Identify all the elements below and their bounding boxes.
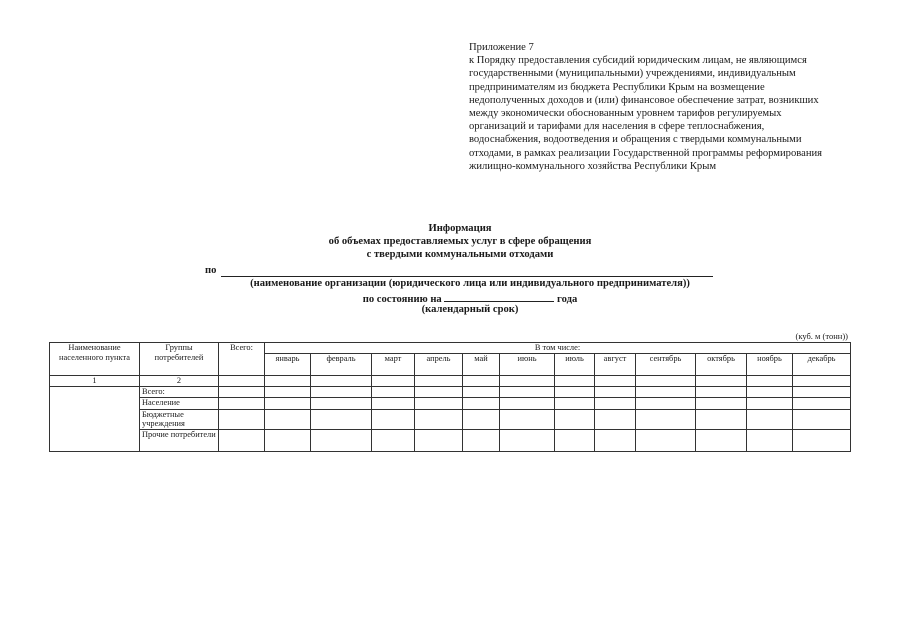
date-row [150, 291, 790, 305]
annex-line: жилищно-коммунального хозяйства Республики Крым [469, 160, 717, 172]
empty-cell [636, 397, 696, 409]
empty-cell [555, 429, 595, 451]
date-suffix: года [557, 294, 578, 305]
group-cell: Всего: [140, 387, 219, 398]
unit-label: (куб. м (тонн)) [795, 331, 848, 341]
empty-cell [265, 429, 311, 451]
empty-cell [636, 387, 696, 398]
month-header: сентябрь [636, 354, 696, 376]
empty-cell [219, 397, 265, 409]
empty-cell [747, 376, 793, 387]
empty-cell [311, 376, 372, 387]
empty-cell [747, 409, 793, 429]
po-label: по [205, 265, 217, 276]
empty-cell [555, 387, 595, 398]
empty-cell [555, 409, 595, 429]
empty-cell [793, 376, 851, 387]
month-header: июнь [500, 354, 555, 376]
volumes-table [49, 342, 851, 452]
empty-cell [595, 376, 636, 387]
empty-cell [372, 429, 415, 451]
table-row [50, 387, 851, 398]
empty-cell [696, 429, 747, 451]
empty-cell [463, 387, 500, 398]
annex-line: водоснабжения, водоотведения и обращения с твердыми коммунальными [469, 134, 802, 146]
calendar-caption: (календарный срок) [421, 304, 519, 315]
annex-line: предпринимателям из бюджета Республики Крым на возмещение [469, 81, 765, 93]
empty-cell [595, 429, 636, 451]
column-number: 2 [140, 376, 219, 387]
empty-cell [555, 397, 595, 409]
empty-cell [793, 387, 851, 398]
annex-line: недополученных доходов и (или) финансовое обеспечение затрат, возникших [469, 94, 819, 106]
month-header: май [463, 354, 500, 376]
empty-cell [463, 429, 500, 451]
empty-cell [555, 376, 595, 387]
document-title [150, 222, 770, 261]
header-settlement: Наименование населенного пункта [50, 343, 140, 376]
empty-cell [500, 429, 555, 451]
empty-cell [311, 387, 372, 398]
empty-cell [747, 429, 793, 451]
empty-cell [500, 376, 555, 387]
table-row [50, 397, 851, 409]
empty-cell [415, 387, 463, 398]
empty-cell [265, 387, 311, 398]
empty-cell [463, 409, 500, 429]
column-number: 1 [50, 376, 140, 387]
empty-cell [696, 387, 747, 398]
header-row [50, 343, 851, 354]
empty-cell [219, 429, 265, 451]
group-cell: Бюджетные учреждения [140, 409, 219, 429]
empty-cell [636, 376, 696, 387]
month-header: март [372, 354, 415, 376]
empty-cell [500, 409, 555, 429]
month-header: апрель [415, 354, 463, 376]
table-row [50, 429, 851, 451]
date-prefix: по состоянию на [362, 294, 442, 305]
date-blank-line [444, 291, 554, 302]
empty-cell [747, 397, 793, 409]
empty-cell [219, 376, 265, 387]
month-header: октябрь [696, 354, 747, 376]
empty-cell [636, 409, 696, 429]
empty-cell [311, 429, 372, 451]
empty-cell [415, 409, 463, 429]
empty-cell [463, 397, 500, 409]
empty-cell [595, 397, 636, 409]
month-header: декабрь [793, 354, 851, 376]
empty-cell [595, 409, 636, 429]
title-line-3: с твердыми коммунальными отходами [366, 249, 554, 260]
annex-line: государственными (муниципальными) учреждениями, индивидуальным [469, 68, 796, 80]
empty-cell [500, 397, 555, 409]
annex-line: к Порядку предоставления субсидий юридическим лицам, не являющимся [469, 55, 807, 67]
header-groups: Группы потребителей [140, 343, 219, 376]
month-header: февраль [311, 354, 372, 376]
empty-cell [747, 387, 793, 398]
empty-cell [311, 409, 372, 429]
empty-cell [696, 409, 747, 429]
empty-cell [463, 376, 500, 387]
empty-cell [595, 387, 636, 398]
empty-cell [415, 397, 463, 409]
organization-row [205, 265, 725, 276]
group-cell: Прочие потребители [140, 429, 219, 451]
empty-cell [372, 376, 415, 387]
empty-cell [696, 397, 747, 409]
empty-cell [265, 409, 311, 429]
empty-cell [265, 376, 311, 387]
annex-line: отходами, в рамках реализации Государственной программы реформирования [469, 147, 823, 159]
title-line-1: Информация [428, 223, 492, 234]
empty-cell [696, 376, 747, 387]
empty-cell [265, 397, 311, 409]
empty-cell [793, 409, 851, 429]
organization-blank-line [221, 276, 713, 277]
empty-cell [636, 429, 696, 451]
empty-cell [372, 397, 415, 409]
empty-cell [500, 387, 555, 398]
column-numbers-row [50, 376, 851, 387]
annex-note [469, 41, 879, 173]
title-line-2: об объемах предоставляемых услуг в сфере обращения [328, 236, 592, 247]
empty-cell [415, 376, 463, 387]
empty-cell [793, 397, 851, 409]
organization-caption: (наименование организации (юридического лица или индивидуального предпринимателя)) [250, 278, 690, 289]
empty-cell [372, 409, 415, 429]
empty-cell [219, 409, 265, 429]
empty-cell [311, 397, 372, 409]
month-header: август [595, 354, 636, 376]
month-header: январь [265, 354, 311, 376]
annex-line: между экономически обоснованным уровнем тарифов регулируемых [469, 108, 782, 120]
empty-cell [372, 387, 415, 398]
month-header: ноябрь [747, 354, 793, 376]
header-including: В том числе: [265, 343, 851, 354]
header-total: Всего: [219, 343, 265, 376]
settlement-cell [50, 387, 140, 452]
annex-line: Приложение 7 [469, 42, 534, 53]
annex-line: организаций и тарифами для населения в сфере теплоснабжения, [469, 121, 765, 133]
empty-cell [793, 429, 851, 451]
group-cell: Население [140, 397, 219, 409]
empty-cell [219, 387, 265, 398]
month-header: июль [555, 354, 595, 376]
table-row [50, 409, 851, 429]
empty-cell [415, 429, 463, 451]
